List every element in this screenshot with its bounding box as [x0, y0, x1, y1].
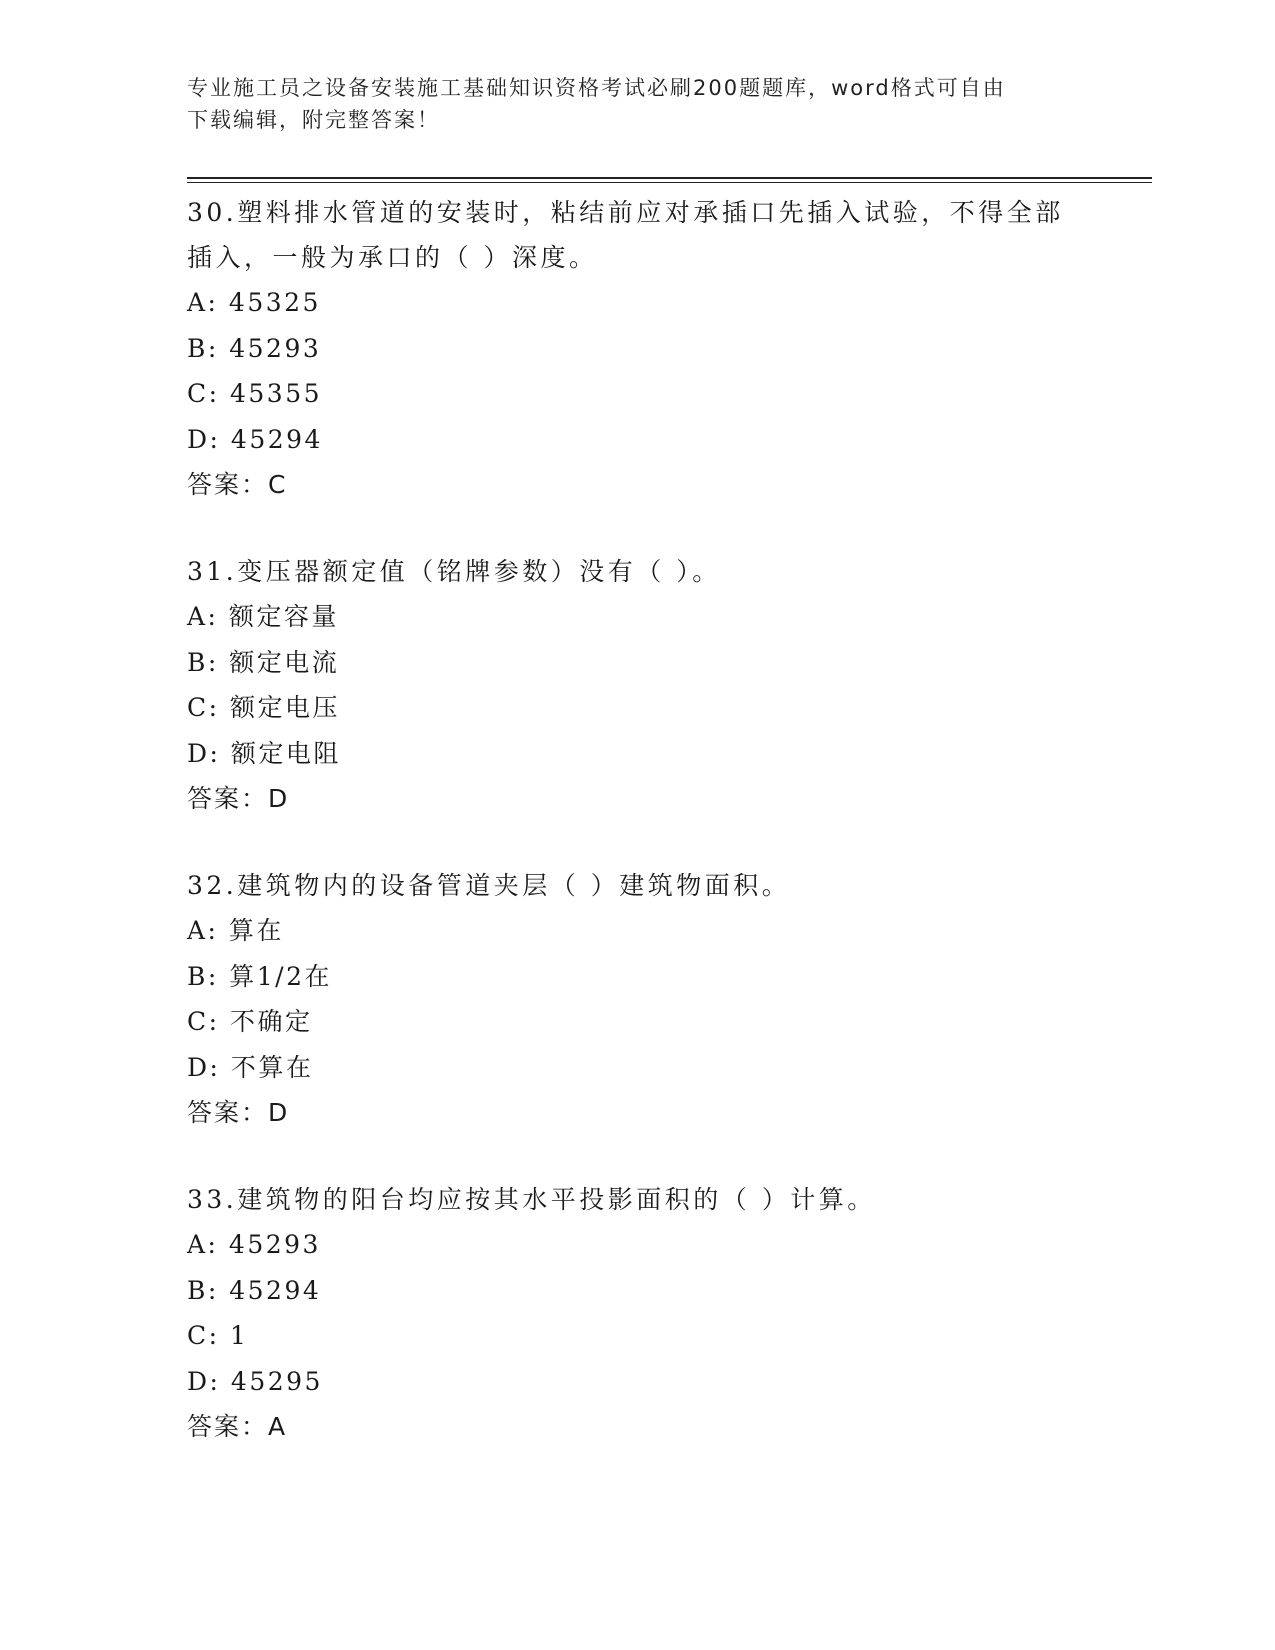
option-b: B: 45294: [187, 1275, 322, 1305]
document-header: [187, 72, 1077, 136]
option-a: A: 45325: [187, 288, 321, 317]
header-line-1: 专业施工员之设备安装施工基础知识资格考试必刷200题题库，word格式可自由: [187, 76, 1006, 100]
answer-line: 答案：A: [187, 1412, 288, 1441]
question-32: [187, 863, 1087, 1135]
question-list: [187, 190, 1087, 1491]
option-a: A: 额定容量: [187, 602, 339, 631]
option-b: B: 额定电流: [187, 647, 340, 677]
option-d: D: 不算在: [187, 1052, 314, 1082]
option-d: D: 额定电阻: [187, 738, 341, 768]
option-a: A: 45293: [187, 1230, 321, 1259]
question-31: [187, 549, 1087, 821]
question-stem: 31.变压器额定值（铭牌参数）没有（ ）。: [187, 557, 721, 586]
question-stem: 33.建筑物的阳台均应按其水平投影面积的（ ）计算。: [187, 1185, 876, 1214]
answer-line: 答案：D: [187, 784, 290, 813]
header-divider-thick: [187, 177, 1152, 179]
option-d: D: 45295: [187, 1366, 323, 1396]
option-c: C: 不确定: [187, 1007, 313, 1036]
answer-line: 答案：C: [187, 470, 288, 499]
question-stem: 30.塑料排水管道的安装时，粘结前应对承插口先插入试验，不得全部: [187, 198, 1064, 227]
question-33: [187, 1177, 1087, 1449]
question-30: [187, 190, 1087, 507]
question-stem: 32.建筑物内的设备管道夹层（ ）建筑物面积。: [187, 871, 791, 900]
option-b: B: 45293: [187, 333, 322, 363]
answer-line: 答案：D: [187, 1098, 290, 1127]
option-c: C: 额定电压: [187, 693, 340, 722]
option-c: C: 1: [187, 1321, 249, 1350]
option-d: D: 45294: [187, 424, 323, 454]
option-a: A: 算在: [187, 916, 284, 945]
question-stem-continued: 插入，一般为承口的（ ）深度。: [187, 243, 598, 272]
option-c: C: 45355: [187, 379, 323, 408]
header-divider-thin: [187, 182, 1152, 183]
header-line-2: 下载编辑，附完整答案！: [187, 108, 440, 132]
option-b: B: 算1/2在: [187, 961, 332, 991]
